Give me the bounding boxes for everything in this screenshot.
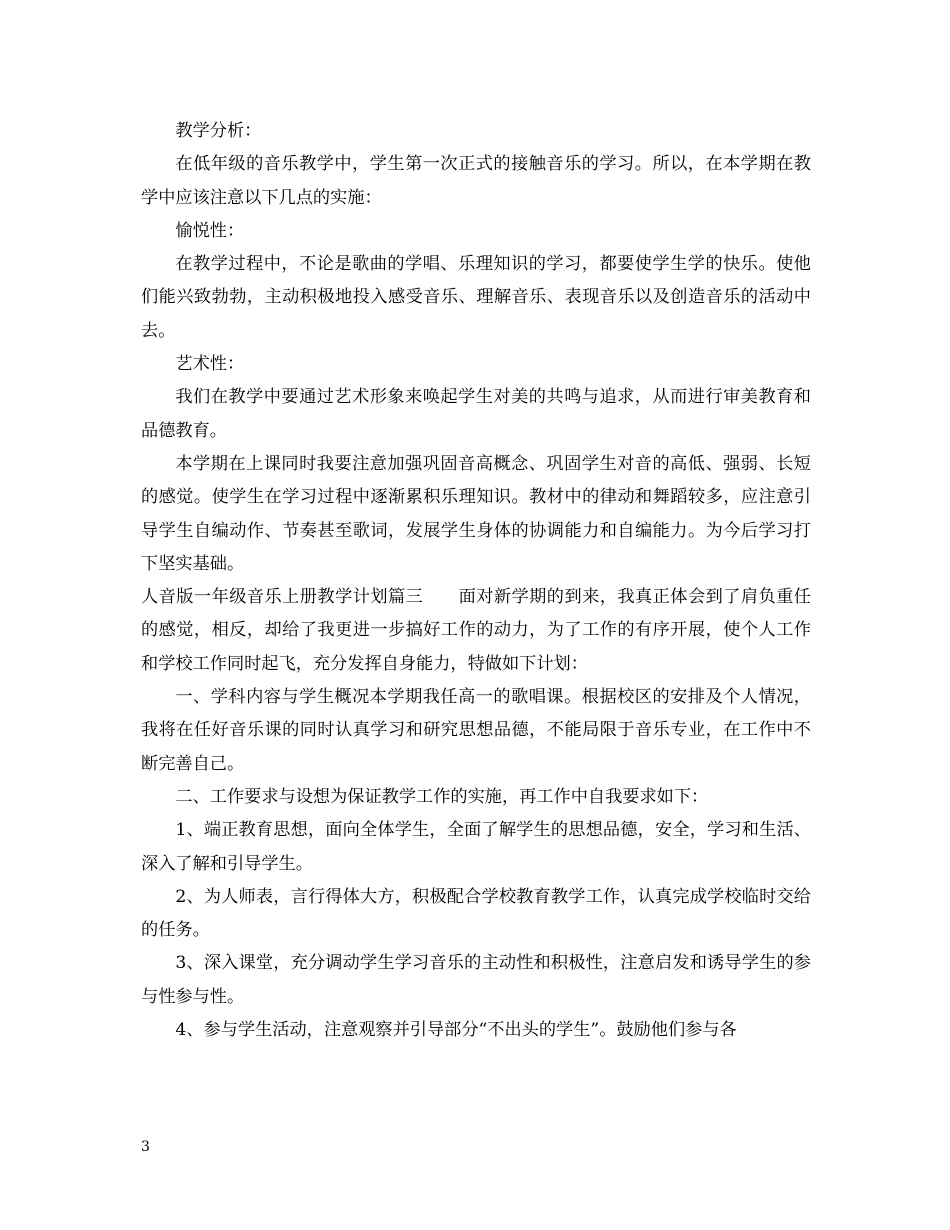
page-number: 3 bbox=[141, 1139, 150, 1155]
paragraph-pleasure: 在教学过程中，不论是歌曲的学唱、乐理知识的学习，都要使学生学的快乐。使他们能兴致勃勃，主动积极地投入感受音乐、理解音乐、表现音乐以及创造音乐的活动中去。 bbox=[141, 254, 811, 341]
paragraph-intro: 在低年级的音乐教学中，学生第一次正式的接触音乐的学习。所以，在本学期在教学中应该注意以下几点的实施： bbox=[141, 154, 811, 208]
list-item-2: 2、为人师表，言行得体大方，积极配合学校教育教学工作，认真完成学校临时交给的任务。 bbox=[141, 886, 811, 941]
paragraph-heading-artistry: 艺术性： bbox=[175, 354, 245, 375]
document-body bbox=[141, 115, 811, 1047]
list-item-4: 4、参与学生活动，注意观察并引导部分“不出头的学生”。鼓励他们参与各 bbox=[175, 1020, 737, 1041]
paragraph-semester-focus: 本学期在上课同时我要注意加强巩固音高概念、巩固学生对音的高低、强弱、长短的感觉。使学生在学习过程中逐渐累积乐理知识。教材中的律动和舞蹈较多，应注意引导学生自编动作、节奏甚至歌词，发展学生身体的协调能力和自编能力。为今后学习打下坚实基础。 bbox=[141, 453, 811, 574]
list-item-1: 1、端正教育思想，面向全体学生，全面了解学生的思想品德，安全，学习和生活、深入了解和引导学生。 bbox=[141, 820, 811, 874]
paragraph-heading-teaching-analysis: 教学分析： bbox=[175, 121, 262, 141]
paragraph-work-requirements: 二、工作要求与设想为保证教学工作的实施，再工作中自我要求如下： bbox=[175, 786, 709, 807]
paragraph-subject-overview: 一、学科内容与学生概况本学期我任高一的歌唱课。根据校区的安排及个人情况，我将在任好音乐课的同时认真学习和研究思想品德，不能局限于音乐专业，在工作中不断完善自己。 bbox=[141, 687, 811, 774]
list-item-3: 3、深入课堂，充分调动学生学习音乐的主动性和积极性，注意启发和诱导学生的参与性参与性。 bbox=[141, 953, 811, 1007]
paragraph-plan-part-three: 人音版一年级音乐上册教学计划篇三 面对新学期的到来，我真正体会到了肩负重任的感觉，相反，却给了我更进一步搞好工作的动力，为了工作的有序开展，使个人工作和学校工作同时起飞，充分发挥自身能力，特做如下计划： bbox=[141, 587, 811, 674]
paragraph-heading-pleasure: 愉悦性： bbox=[175, 220, 245, 241]
paragraph-artistry: 我们在教学中要通过艺术形象来唤起学生对美的共鸣与追求，从而进行审美教育和品德教育。 bbox=[141, 387, 811, 441]
